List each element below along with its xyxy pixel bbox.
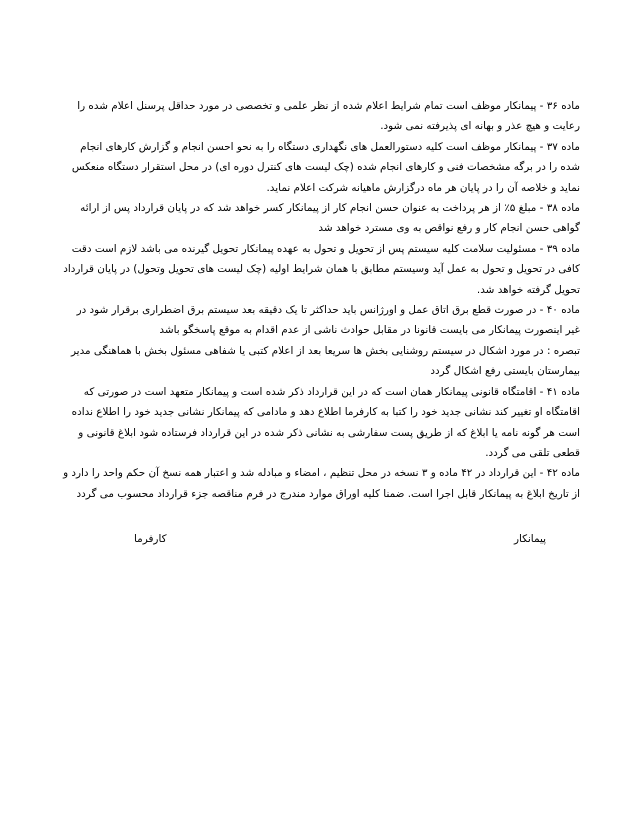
clause-38: ماده ۳۸ - مبلغ ۵٪ از هر پرداخت به عنوان حسن انجام کار از پیمانکار کسر خواهد شد که در پایان قرارداد پس از ارائه گواهی حسن انجام کار و رفع نواقص به وی مسترد خواهد شد	[80, 202, 580, 235]
employer-signature-label: کارفرما	[134, 533, 167, 545]
clause-37: ماده ۳۷ - پیمانکار موظف است کلیه دستورالعمل های نگهداری دستگاه را به نحو احسن انجام و گزارش کارهای انجام شده را در برگه مشخصات فنی و کارهای انجام شده (چک لیست های کنترل دوره ای) در محل استقرار دستگاه منعکس نماید و خلاصه آن را در پایان هر ماه درگزارش ماهیانه شرکت اعلام نماید.	[71, 140, 580, 194]
clause-41: ماده ۴۱ - اقامتگاه قانونی پیمانکار همان است که در این قرارداد ذکر شده است و پیمانکار متعهد است در صورتی که اقامتگاه او تغییر کند نشانی جدید خود را کتبا به کارفرما اطلاع دهد و مادامی که پیمانکار نشانی جدید خود را اطلاع نداده است هر گونه نامه یا ابلاغ که از طریق پست سفارشی به نشانی ذکر شده در این قرارداد فرستاده شود ابلاغ قانونی و قطعی تلقی می گردد.	[71, 385, 580, 459]
clause-40: ماده ۴۰ - در صورت قطع برق اتاق عمل و اورژانس باید حداکثر تا یک دقیقه بعد سیستم برق اضطراری برقرار شود در غیر اینصورت پیمانکار می بایست قانونا در مقابل حوادث ناشی از عدم اقدام به موقع پاسخگو باشد	[76, 304, 580, 337]
clause-40-note: تبصره : در مورد اشکال در سیستم روشنایی بخش ها سریعا بعد از اعلام کتبی یا شفاهی مسئول بخش با هماهنگی مدیر بیمارستان بایستی رفع اشکال گردد	[70, 344, 580, 378]
clause-42: ماده ۴۲ - این قرارداد در ۴۲ ماده و ۳ نسخه در محل تنظیم ، امضاء و مبادله شد و اعتبار همه نسخ آن حکم واحد را دارد و از تاریخ ابلاغ به پیمانکار قابل اجرا است. ضمنا کلیه اوراق موارد مندرج در فرم مناقصه جزء قرارداد محسوب می گردد	[63, 467, 580, 500]
clause-36: ماده ۳۶ - پیمانکار موظف است تمام شرایط اعلام شده از نظر علمی و تخصصی در مورد حداقل پرسنل اعلام شده را رعایت و هیچ عذر و بهانه ای پذیرفته نمی شود.	[77, 100, 580, 133]
signature-block	[0, 529, 642, 549]
contractor-signature-label: پیمانکار	[513, 533, 546, 545]
clause-39: ماده ۳۹ - مسئولیت سلامت کلیه سیستم پس از تحویل و تحول به عهده پیمانکار تحویل گیرنده می باشد لازم است دقت کافی در تحویل و تحول به عمل آید وسیستم مطابق با همان شرایط اولیه (چک لیست های تحویل وتحول) در پایان قرارداد تحویل گرفته خواهد شد.	[63, 242, 580, 296]
contract-clauses	[62, 96, 580, 504]
